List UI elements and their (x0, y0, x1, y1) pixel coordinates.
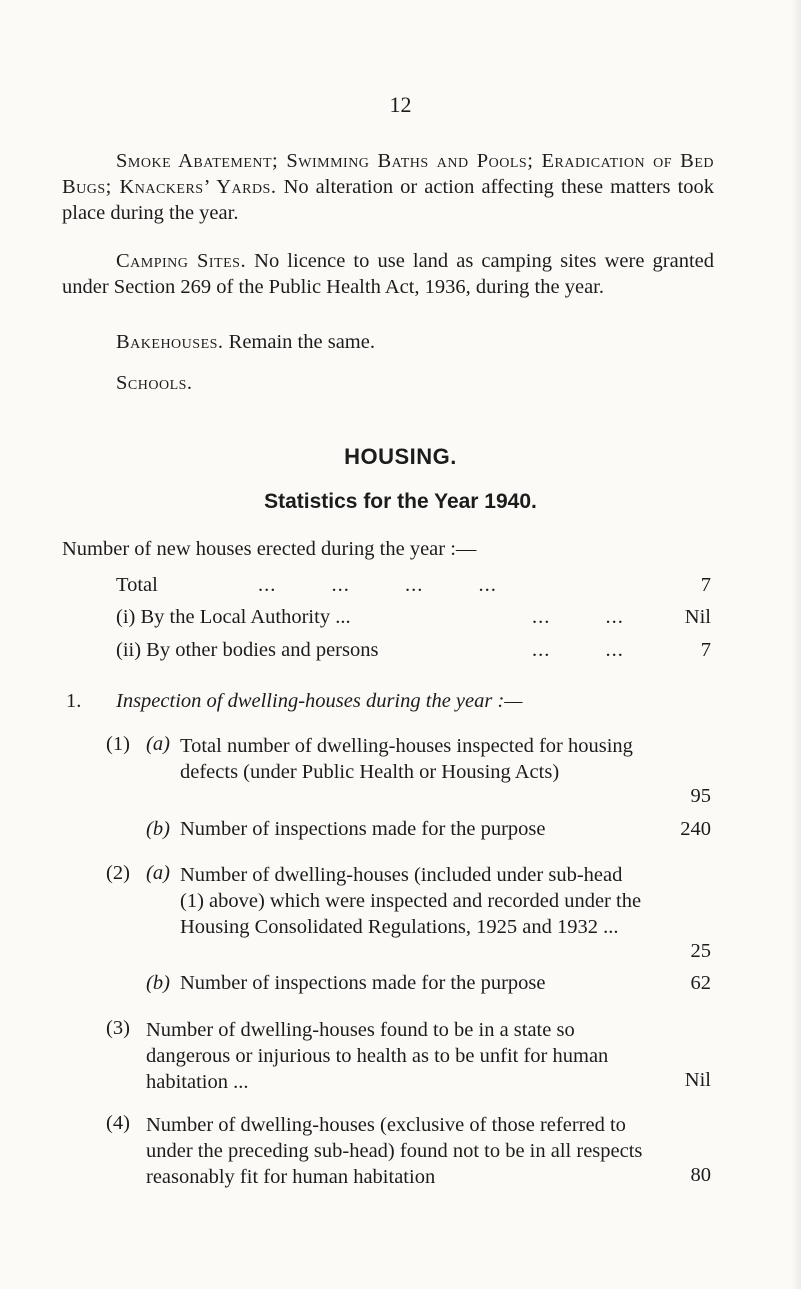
item-text: Number of inspections made for the purpose (180, 972, 546, 994)
item-sub: (b) (146, 818, 170, 840)
local-authority-label: (i) By the Local Authority ... (116, 606, 351, 628)
camping-sites-heading: Camping Sites. (116, 250, 247, 272)
other-bodies-label: (ii) By other bodies and persons (116, 639, 379, 661)
leader-dots: ... ... ... ... (258, 574, 497, 596)
item-value: 80 (690, 1164, 711, 1186)
item-value: 95 (690, 785, 711, 807)
bakehouses-text: Remain the same. (228, 331, 375, 353)
page-edge-shadow (791, 0, 801, 1289)
item-number: (3) (106, 1017, 130, 1039)
leader-dots: ... ... (532, 639, 624, 661)
statistics-title: Statistics for the Year 1940. (264, 490, 537, 513)
item-sub: (a) (146, 733, 170, 755)
leader-dots: ... ... (532, 606, 624, 628)
item-value: 62 (690, 972, 711, 994)
other-bodies-value: 7 (700, 639, 711, 661)
paragraph-bakehouses (116, 331, 375, 354)
item-value: Nil (684, 1069, 711, 1091)
item-text: Total number of dwelling-houses inspected for housing defects (under Public Health or Housing Acts) (180, 735, 633, 783)
inspection-title: Inspection of dwelling-houses during the year :— (116, 690, 523, 712)
total-value: 7 (700, 574, 711, 596)
paragraph-smoke-abatement (62, 148, 714, 226)
item-value: 25 (690, 940, 711, 962)
item-value: 240 (680, 818, 711, 840)
item-sub: (b) (146, 972, 170, 994)
schools-heading: Schools. (116, 372, 193, 394)
local-authority-value: Nil (684, 606, 711, 628)
bakehouses-heading: Bakehouses. (116, 331, 224, 353)
inspection-number: 1. (66, 690, 82, 712)
item-text: Number of dwelling-houses found to be in a state so dangerous or injurious to health as to be unfit for human habitation ... (146, 1019, 609, 1093)
item-text: Number of dwelling-houses (included under sub-head (1) above) which were inspected and recorded under the Housing Consolidated Regulations, 1925 and 1932 ... (180, 864, 642, 938)
page-number: 12 (389, 92, 412, 117)
item-text: Number of dwelling-houses (exclusive of those referred to under the preceding sub-head) found not to be in all respects reasonably fit for human habitation (146, 1114, 643, 1188)
smoke-abatement-heading: Smoke Abatement; Swimming Baths and Pools; Eradication of Bed Bugs; Knackers’ Yards. (62, 150, 714, 198)
total-label: Total (116, 574, 158, 596)
new-houses-intro: Number of new houses erected during the year :— (62, 538, 477, 560)
item-number: (4) (106, 1112, 130, 1134)
smoke-abatement-text: No alteration or action affecting these matters took place during the year. (62, 176, 715, 224)
housing-title: HOUSING. (344, 444, 457, 469)
item-sub: (a) (146, 862, 170, 884)
item-number: (2) (106, 862, 130, 884)
item-text: Number of inspections made for the purpose (180, 818, 546, 840)
camping-sites-text: No licence to use land as camping sites were granted under Section 269 of the Public Health Act, 1936, during the year. (62, 250, 715, 298)
item-number: (1) (106, 733, 130, 755)
paragraph-camping-sites (62, 248, 714, 300)
